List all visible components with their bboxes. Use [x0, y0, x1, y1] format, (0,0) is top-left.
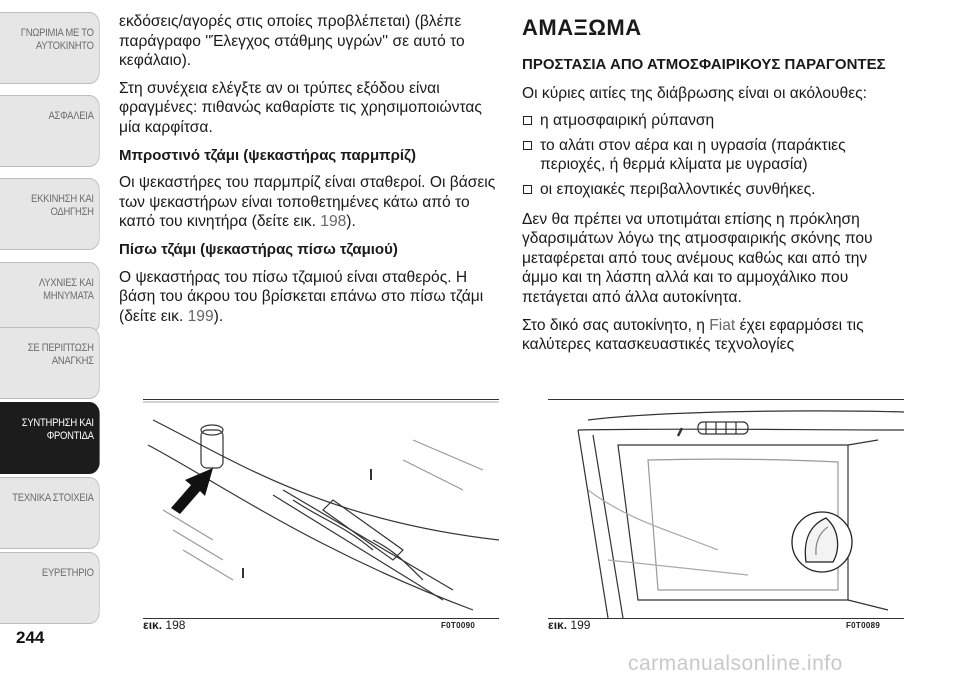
- list-item: η ατμοσφαιρική ρύπανση: [522, 111, 907, 131]
- paragraph: Οι ψεκαστήρες του παρμπρίζ είναι σταθεροί. Οι βάσεις των ψεκαστήρων είναι τοποθετημένες κάτω από το καπό του κινητήρα (δείτε εικ. 198).: [119, 174, 496, 231]
- paragraph: Ο ψεκαστήρας του πίσω τζαμιού είναι σταθερός. Η βάση του άκρου του βρίσκεται επάνω στο πίσω τζάμι (δείτε εικ. 199).: [119, 268, 484, 325]
- causes-list: [522, 111, 907, 199]
- watermark: carmanualsonline.info: [628, 652, 843, 675]
- checkbox-bullet-icon: [523, 185, 532, 194]
- tab-starting-driving[interactable]: ΕΚΚΙΝΗΣΗ ΚΑΙ ΟΔΗΓΗΣΗ: [0, 178, 100, 250]
- list-item: οι εποχιακές περιβαλλοντικές συνθήκες.: [522, 180, 907, 200]
- tab-getting-to-know[interactable]: ΓΝΩΡΙΜΙΑ ΜΕ ΤΟ ΑΥΤΟΚΙΝΗΤΟ: [0, 12, 100, 84]
- paragraph: Στη συνέχεια ελέγξτε αν οι τρύπες εξόδου είναι φραγμένες: πιθανώς καθαρίστε τις χρησιμοποιώντας μία καρφίτσα.: [119, 79, 482, 136]
- figure-code: F0T0090: [441, 621, 476, 630]
- chapter-title: ΑΜΑΞΩΜΑ: [522, 15, 642, 40]
- rear-window-washer-illustration: [548, 400, 904, 618]
- checkbox-bullet-icon: [523, 116, 532, 125]
- figure-caption: εικ. 198 F0T0090: [143, 618, 476, 632]
- checkbox-bullet-icon: [523, 141, 532, 150]
- section-heading-windscreen: Μπροστινό τζάμι (ψεκαστήρας παρμπρίζ): [119, 146, 416, 164]
- paragraph: εκδόσεις/αγορές στις οποίες προβλέπεται) (βλέπε παράγραφο ''Έλεγχος στάθμης υγρών'' σε αυτό το κεφάλαιο).: [119, 13, 465, 70]
- paragraph: Οι κύριες αιτίες της διάβρωσης είναι οι ακόλουθες:: [522, 84, 868, 102]
- tab-warning-lights[interactable]: ΛΥΧΝΙΕΣ ΚΑΙ ΜΗΝΥΜΑΤΑ: [0, 262, 100, 334]
- list-item: το αλάτι στον αέρα και η υγρασία (παράκτιες περιοχές, ή θερμά κλίματα με υγρασία): [522, 136, 907, 175]
- section-heading-rear-window: Πίσω τζάμι (ψεκαστήρας πίσω τζαμιού): [119, 240, 398, 258]
- figure-caption: εικ. 199 F0T0089: [548, 618, 881, 632]
- tab-safety[interactable]: ΑΣΦΑΛΕΙΑ: [0, 95, 100, 167]
- pointer-arrow-icon: [171, 468, 213, 514]
- windscreen-washer-illustration: [143, 400, 499, 618]
- chapter-sidebar: [0, 0, 102, 630]
- page-number: 244: [16, 628, 45, 647]
- paragraph: Δεν θα πρέπει να υποτιμάται επίσης η πρόκληση γδαρσιμάτων λόγω της ατμοσφαιρικής σκόνης που μεταφέρεται από τους ανέμους καθώς και από την άμμο και τη λάσπη αλλά και το αμμοχάλικο που πετάγεται από άλλα αυτοκίνητα.: [522, 210, 873, 306]
- left-column: [119, 12, 497, 334]
- figure-198-illustration: [143, 399, 499, 619]
- tab-index[interactable]: ΕΥΡΕΤΗΡΙΟ: [0, 552, 100, 624]
- tab-technical-specs[interactable]: ΤΕΧΝΙΚΑ ΣΤΟΙΧΕΙΑ: [0, 477, 100, 549]
- figure-199-illustration: [548, 399, 904, 619]
- washer-nozzle-detail: [792, 512, 852, 572]
- right-column: [522, 12, 907, 363]
- figure-reference[interactable]: 199: [187, 307, 214, 325]
- tab-emergency[interactable]: ΣΕ ΠΕΡΙΠΤΩΣΗ ΑΝΑΓΚΗΣ: [0, 327, 100, 399]
- paragraph: Στο δικό σας αυτοκίνητο, η Fiat έχει εφαρμόσει τις καλύτερες κατασκευαστικές τεχνολογίες: [522, 316, 864, 354]
- section-subtitle: ΠΡΟΣΤΑΣΙΑ ΑΠΟ ΑΤΜΟΣΦΑΙΡΙΚΟΥΣ ΠΑΡΑΓΟΝΤΕΣ: [522, 55, 886, 73]
- figure-reference[interactable]: 198: [320, 213, 347, 231]
- figure-code: F0T0089: [846, 621, 881, 630]
- tab-maintenance-care[interactable]: ΣΥΝΤΗΡΗΣΗ ΚΑΙ ΦΡΟΝΤΙΔΑ: [0, 402, 100, 474]
